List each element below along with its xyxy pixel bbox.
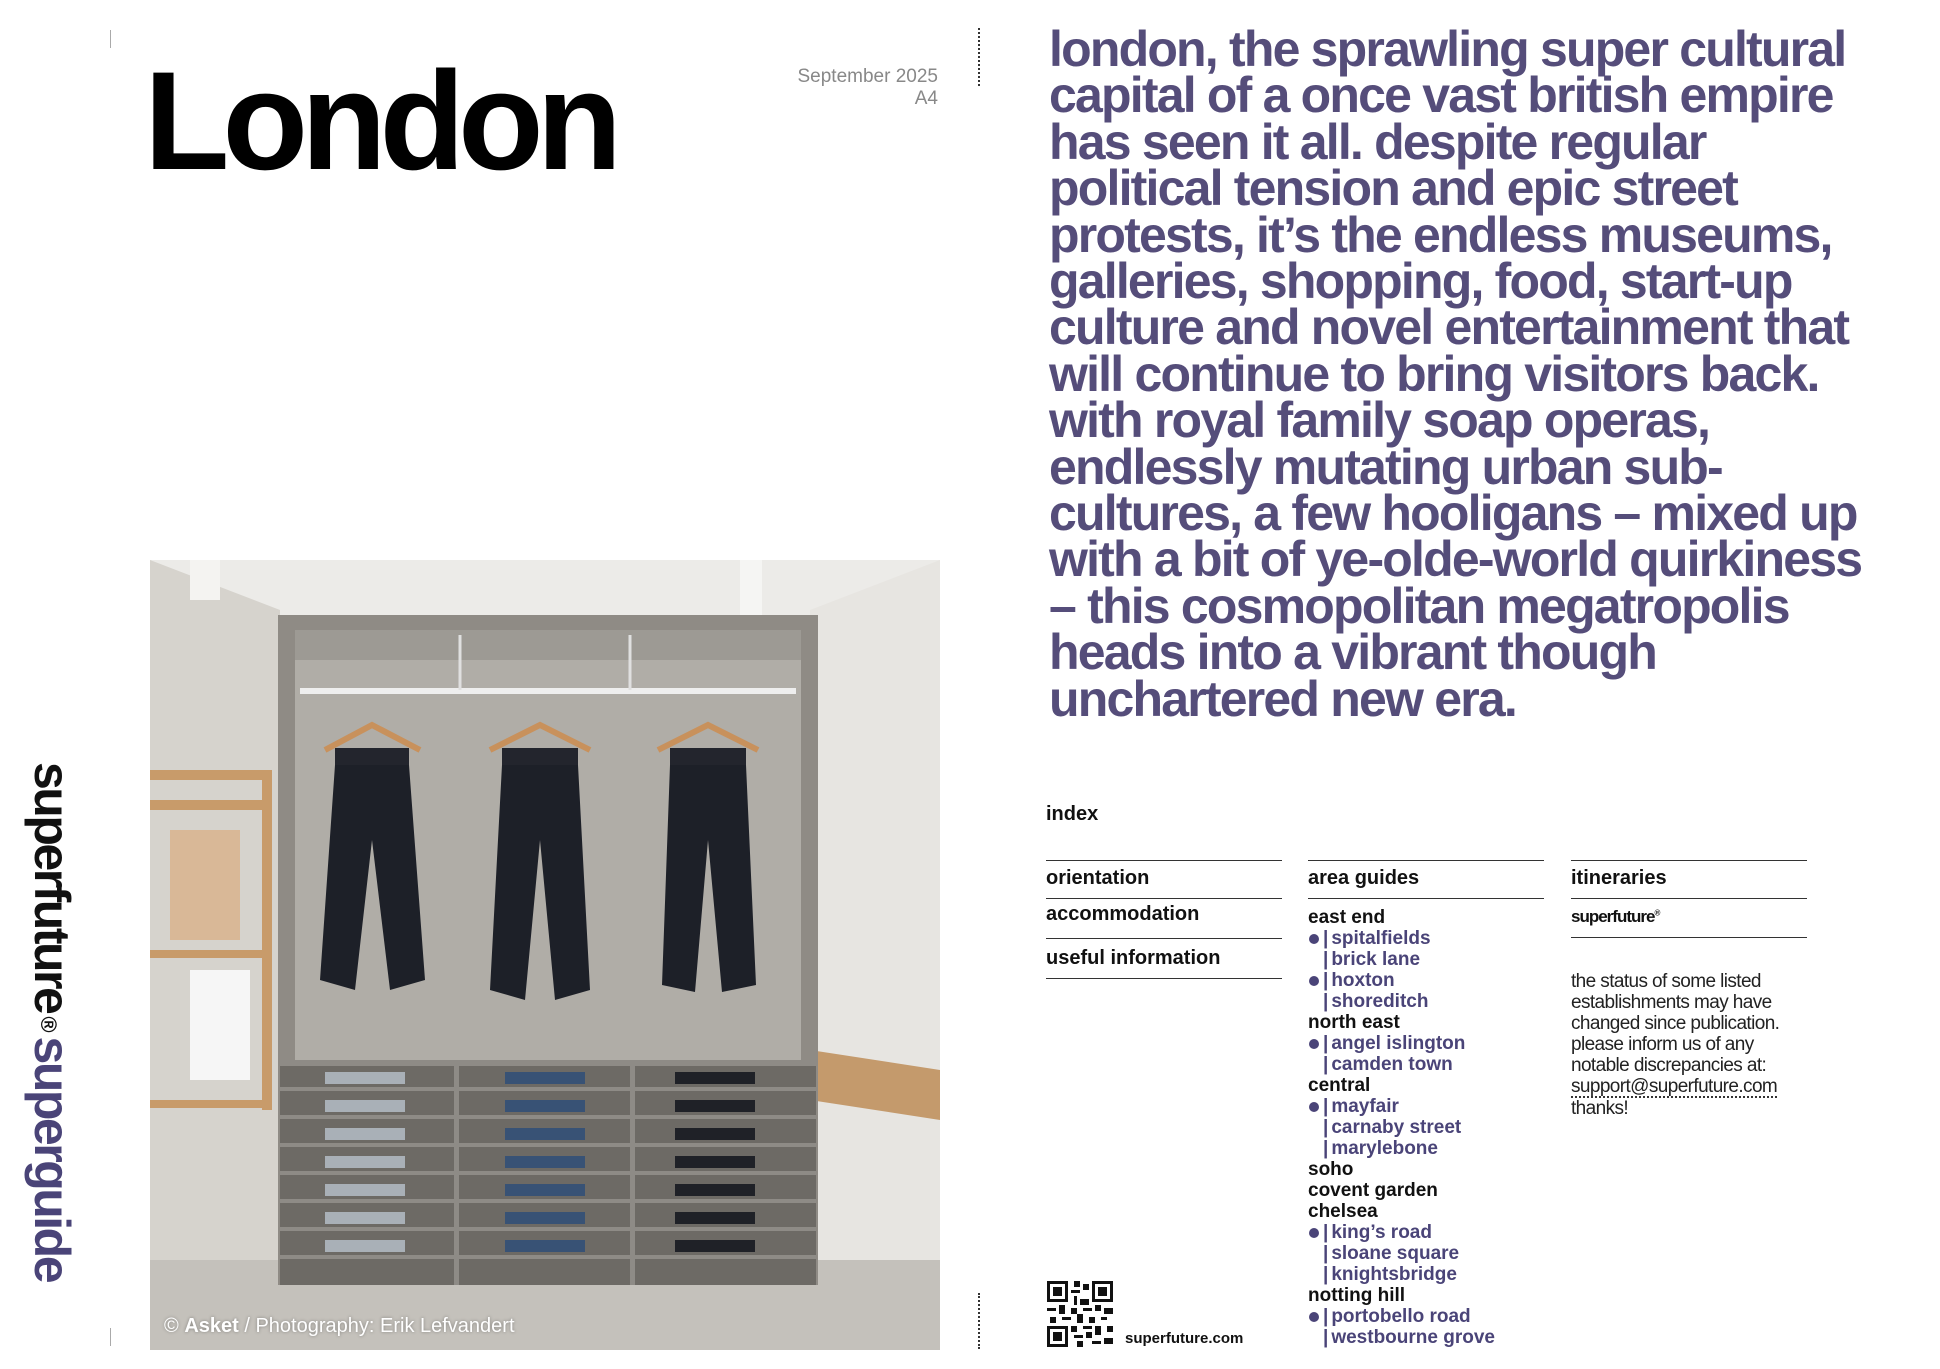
separator-bar: | [1323, 1327, 1329, 1348]
area-subguide-link[interactable] [1308, 928, 1544, 949]
index-column-general [1046, 860, 1282, 979]
separator-bar: | [1323, 970, 1329, 991]
registered-mark: ® [36, 1016, 61, 1033]
notice-thanks: thanks! [1571, 1098, 1629, 1119]
itineraries-brand-mark: ® [1654, 908, 1660, 918]
area-region[interactable]: soho [1308, 1159, 1354, 1180]
notice-line: the status of some listed [1571, 971, 1761, 992]
itineraries-brand-link[interactable] [1571, 907, 1807, 927]
area-subguide-label: carnaby street [1331, 1117, 1462, 1138]
area-subguide-label: shoreditch [1331, 991, 1429, 1012]
area-subguide-link[interactable] [1308, 1117, 1544, 1138]
area-guides-header[interactable]: area guides [1308, 867, 1420, 889]
city-title: London [144, 42, 616, 199]
area-region[interactable]: covent garden [1308, 1180, 1438, 1201]
product-name: superguide [24, 1036, 80, 1282]
area-subguide-link[interactable] [1308, 1033, 1544, 1054]
crop-mark-bottom [110, 1328, 111, 1346]
area-subguide-link[interactable] [1308, 1096, 1544, 1117]
crop-mark-top [110, 30, 111, 48]
area-subguide-link[interactable] [1308, 991, 1544, 1012]
area-subguide-link[interactable] [1308, 970, 1544, 991]
superfuture-site-link[interactable]: superfuture.com [1125, 1330, 1244, 1347]
notice-line: establishments may have [1571, 992, 1772, 1013]
separator-bar: | [1323, 1033, 1329, 1054]
edition-date: September 2025 [797, 66, 938, 87]
credit-symbol: © [164, 1315, 179, 1337]
area-subguide-label: camden town [1331, 1054, 1453, 1075]
link-accommodation[interactable]: accommodation [1046, 903, 1200, 925]
area-subguide-link[interactable] [1308, 1243, 1544, 1264]
separator-bar: | [1323, 1096, 1329, 1117]
area-subguide-link[interactable] [1308, 1138, 1544, 1159]
featured-dot-icon [1309, 976, 1319, 986]
featured-dot-icon [1309, 1039, 1319, 1049]
superguide-vertical-brand [12, 762, 92, 1352]
featured-dot-icon [1309, 934, 1319, 944]
notice-line: notable discrepancies at: [1571, 1055, 1767, 1076]
separator-bar: | [1323, 928, 1329, 949]
area-subguide-link[interactable] [1308, 1306, 1544, 1327]
index-heading: index [1046, 803, 1099, 825]
separator-bar: | [1323, 1306, 1329, 1327]
store-photo [150, 560, 940, 1350]
brand-name: superfuture [24, 762, 80, 1013]
area-region[interactable]: central [1308, 1075, 1371, 1096]
area-subguide-label: angel islington [1331, 1033, 1466, 1054]
area-guides-list [1308, 899, 1544, 1348]
edition-format: A4 [914, 88, 938, 109]
area-subguide-link[interactable] [1308, 949, 1544, 970]
area-subguide-label: westbourne grove [1331, 1327, 1495, 1348]
featured-dot-icon [1309, 1312, 1319, 1322]
qr-code-graphic [1047, 1281, 1113, 1347]
intro-text: london, the sprawling super cultural capital of a once vast british empire has seen it all. despite regular political tension and epic street protests, it’s the endless museums, galleries, shopping, food, start-up culture and novel entertainment that will continue to bring visitors back. with royal family soap operas, endlessly mutating urban sub-cultures, a few hooligans – mixed up with a bit of ye-olde-world quirkiness – this cosmopolitan megatropolis heads into a vibrant though unchartered new era. [1049, 21, 1862, 727]
support-email-link[interactable]: support@superfuture.com [1571, 1076, 1778, 1097]
separator-bar: | [1323, 991, 1329, 1012]
separator-bar: | [1323, 1138, 1329, 1159]
separator-bar: | [1323, 1054, 1329, 1075]
area-region[interactable]: north east [1308, 1012, 1400, 1033]
edition-info [798, 66, 939, 110]
separator-bar: | [1323, 1117, 1329, 1138]
area-subguide-link[interactable] [1308, 1222, 1544, 1243]
credit-brand: Asket [184, 1315, 239, 1337]
separator-bar: | [1323, 1243, 1329, 1264]
notice-line: changed since publication. [1571, 1013, 1780, 1034]
itineraries-header[interactable]: itineraries [1571, 867, 1667, 889]
area-region[interactable]: east end [1308, 907, 1386, 928]
area-subguide-label: brick lane [1331, 949, 1421, 970]
separator-bar: | [1323, 1264, 1329, 1285]
qr-code-icon[interactable] [1047, 1281, 1113, 1347]
photo-credit [164, 1315, 515, 1338]
featured-dot-icon [1309, 1102, 1319, 1112]
area-subguide-link[interactable] [1308, 1264, 1544, 1285]
area-subguide-label: mayfair [1331, 1096, 1399, 1117]
credit-photographer: / Photography: Erik Lefvandert [238, 1315, 515, 1337]
dotted-divider-bottom [978, 1293, 980, 1349]
area-subguide-label: marylebone [1331, 1138, 1438, 1159]
link-orientation[interactable]: orientation [1046, 867, 1150, 889]
area-subguide-link[interactable] [1308, 1327, 1544, 1348]
area-region[interactable]: notting hill [1308, 1285, 1406, 1306]
link-useful-information[interactable]: useful information [1046, 947, 1221, 969]
separator-bar: | [1323, 1222, 1329, 1243]
area-region[interactable]: chelsea [1308, 1201, 1378, 1222]
area-subguide-label: portobello road [1331, 1306, 1471, 1327]
itineraries-brand: superfuture [1571, 907, 1655, 926]
dotted-divider-top [978, 28, 980, 86]
area-subguide-label: hoxton [1331, 970, 1395, 991]
area-subguide-label: spitalfields [1331, 928, 1431, 949]
area-subguide-label: sloane square [1331, 1243, 1460, 1264]
notice-line: please inform us of any [1571, 1034, 1754, 1055]
separator-bar: | [1323, 949, 1329, 970]
store-interior-illustration [150, 560, 940, 1350]
area-subguide-label: king’s road [1331, 1222, 1432, 1243]
area-subguide-link[interactable] [1308, 1054, 1544, 1075]
status-notice [1571, 971, 1821, 1119]
index-column-area-guides [1308, 860, 1544, 1348]
index-column-itineraries [1571, 860, 1807, 938]
area-subguide-label: knightsbridge [1331, 1264, 1457, 1285]
featured-dot-icon [1309, 1228, 1319, 1238]
